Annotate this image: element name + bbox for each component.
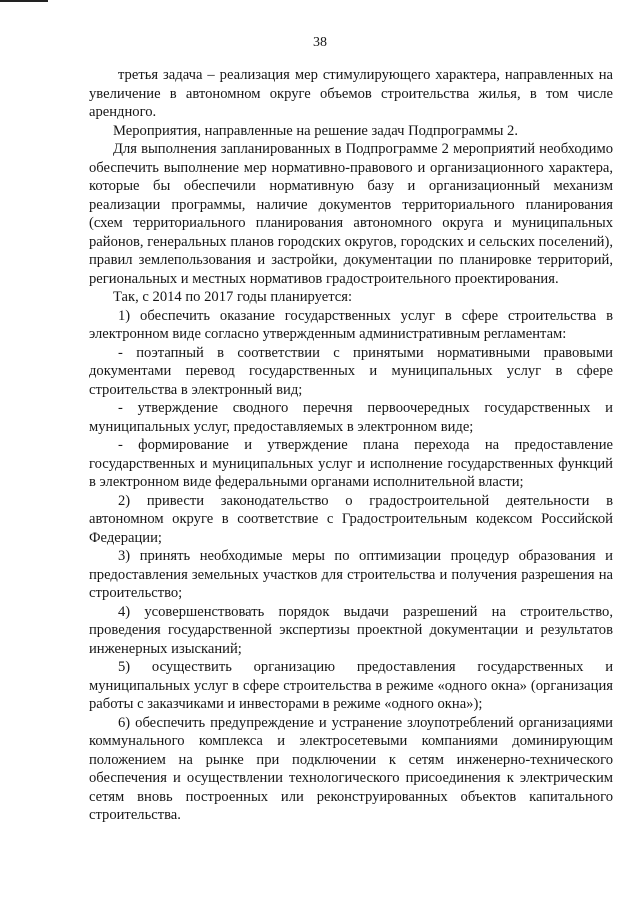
list-item-6: 6) обеспечить предупреждение и устранение злоупотреблений организациями коммунального комплекса и электросетевыми компаниями доминирующим положением на рынке при подключении к сетям инженерно-технического обеспечения и осуществлении технологического присоединения к электрическим сетям вновь построенных или реконструированных объектов капитального строительства. bbox=[89, 714, 613, 823]
sub-item-1b: - утверждение сводного перечня первоочередных государственных и муниципальных услуг, предоставляемых в электронном виде; bbox=[89, 400, 613, 435]
paragraph-measures-intro: Для выполнения запланированных в Подпрограмме 2 мероприятий необходимо обеспечить выполнение мер нормативно-правового и организационного характера, которые бы обеспечили нормативную базу и организационный механизм реализации программы, наличие документов территориального планирования (схем территориального планирования автономного округа и муниципальных районов, генеральных планов городских округов, городских и сельских поселений), правил землепользования и застройки, документации по планировке территорий, региональных и местных нормативов градостроительного проектирования. bbox=[89, 141, 613, 287]
paragraph-plan-intro: Так, с 2014 по 2017 годы планируется: bbox=[113, 289, 353, 305]
scan-edge-mark bbox=[0, 0, 48, 2]
list-item-5: 5) осуществить организацию предоставления государственных и муниципальных услуг в сфере строительства в режиме «одного окна» (организация работы с заказчиками и инвесторами в режиме «одного окна»); bbox=[89, 659, 613, 712]
sub-item-1c: - формирование и утверждение плана перехода на предоставление государственных и муниципальных услуг и исполнение государственных функций в электронном виде федеральными органами исполнительной власти; bbox=[89, 437, 613, 490]
sub-item-1a: - поэтапный в соответствии с принятыми нормативными правовыми документами перевод государственных и муниципальных услуг в сфере строительства в электронный вид; bbox=[89, 344, 613, 398]
paragraph-task-three: третья задача – реализация мер стимулирующего характера, направленных на увеличение в автономном округе объемов строительства жилья, в том числе арендного. bbox=[89, 67, 613, 120]
list-item-3: 3) принять необходимые меры по оптимизации процедур образования и предоставления земельных участков для строительства и получения разрешения на строительство; bbox=[89, 548, 613, 601]
list-item-1: 1) обеспечить оказание государственных услуг в сфере строительства в электронном виде согласно утвержденным административным регламентам: bbox=[89, 307, 613, 342]
list-item-2: 2) привести законодательство о градостроительной деятельности в автономном округе в соответствие с Градостроительным кодексом Российской Федерации; bbox=[89, 492, 613, 546]
page-number: 38 bbox=[313, 35, 327, 50]
list-item-4: 4) усовершенствовать порядок выдачи разрешений на строительство, проведения государственной экспертизы проектной документации и результатов инженерных изысканий; bbox=[89, 603, 613, 657]
paragraph-measures-heading: Мероприятия, направленные на решение задач Подпрограммы 2. bbox=[113, 122, 518, 139]
document-body bbox=[89, 66, 613, 825]
